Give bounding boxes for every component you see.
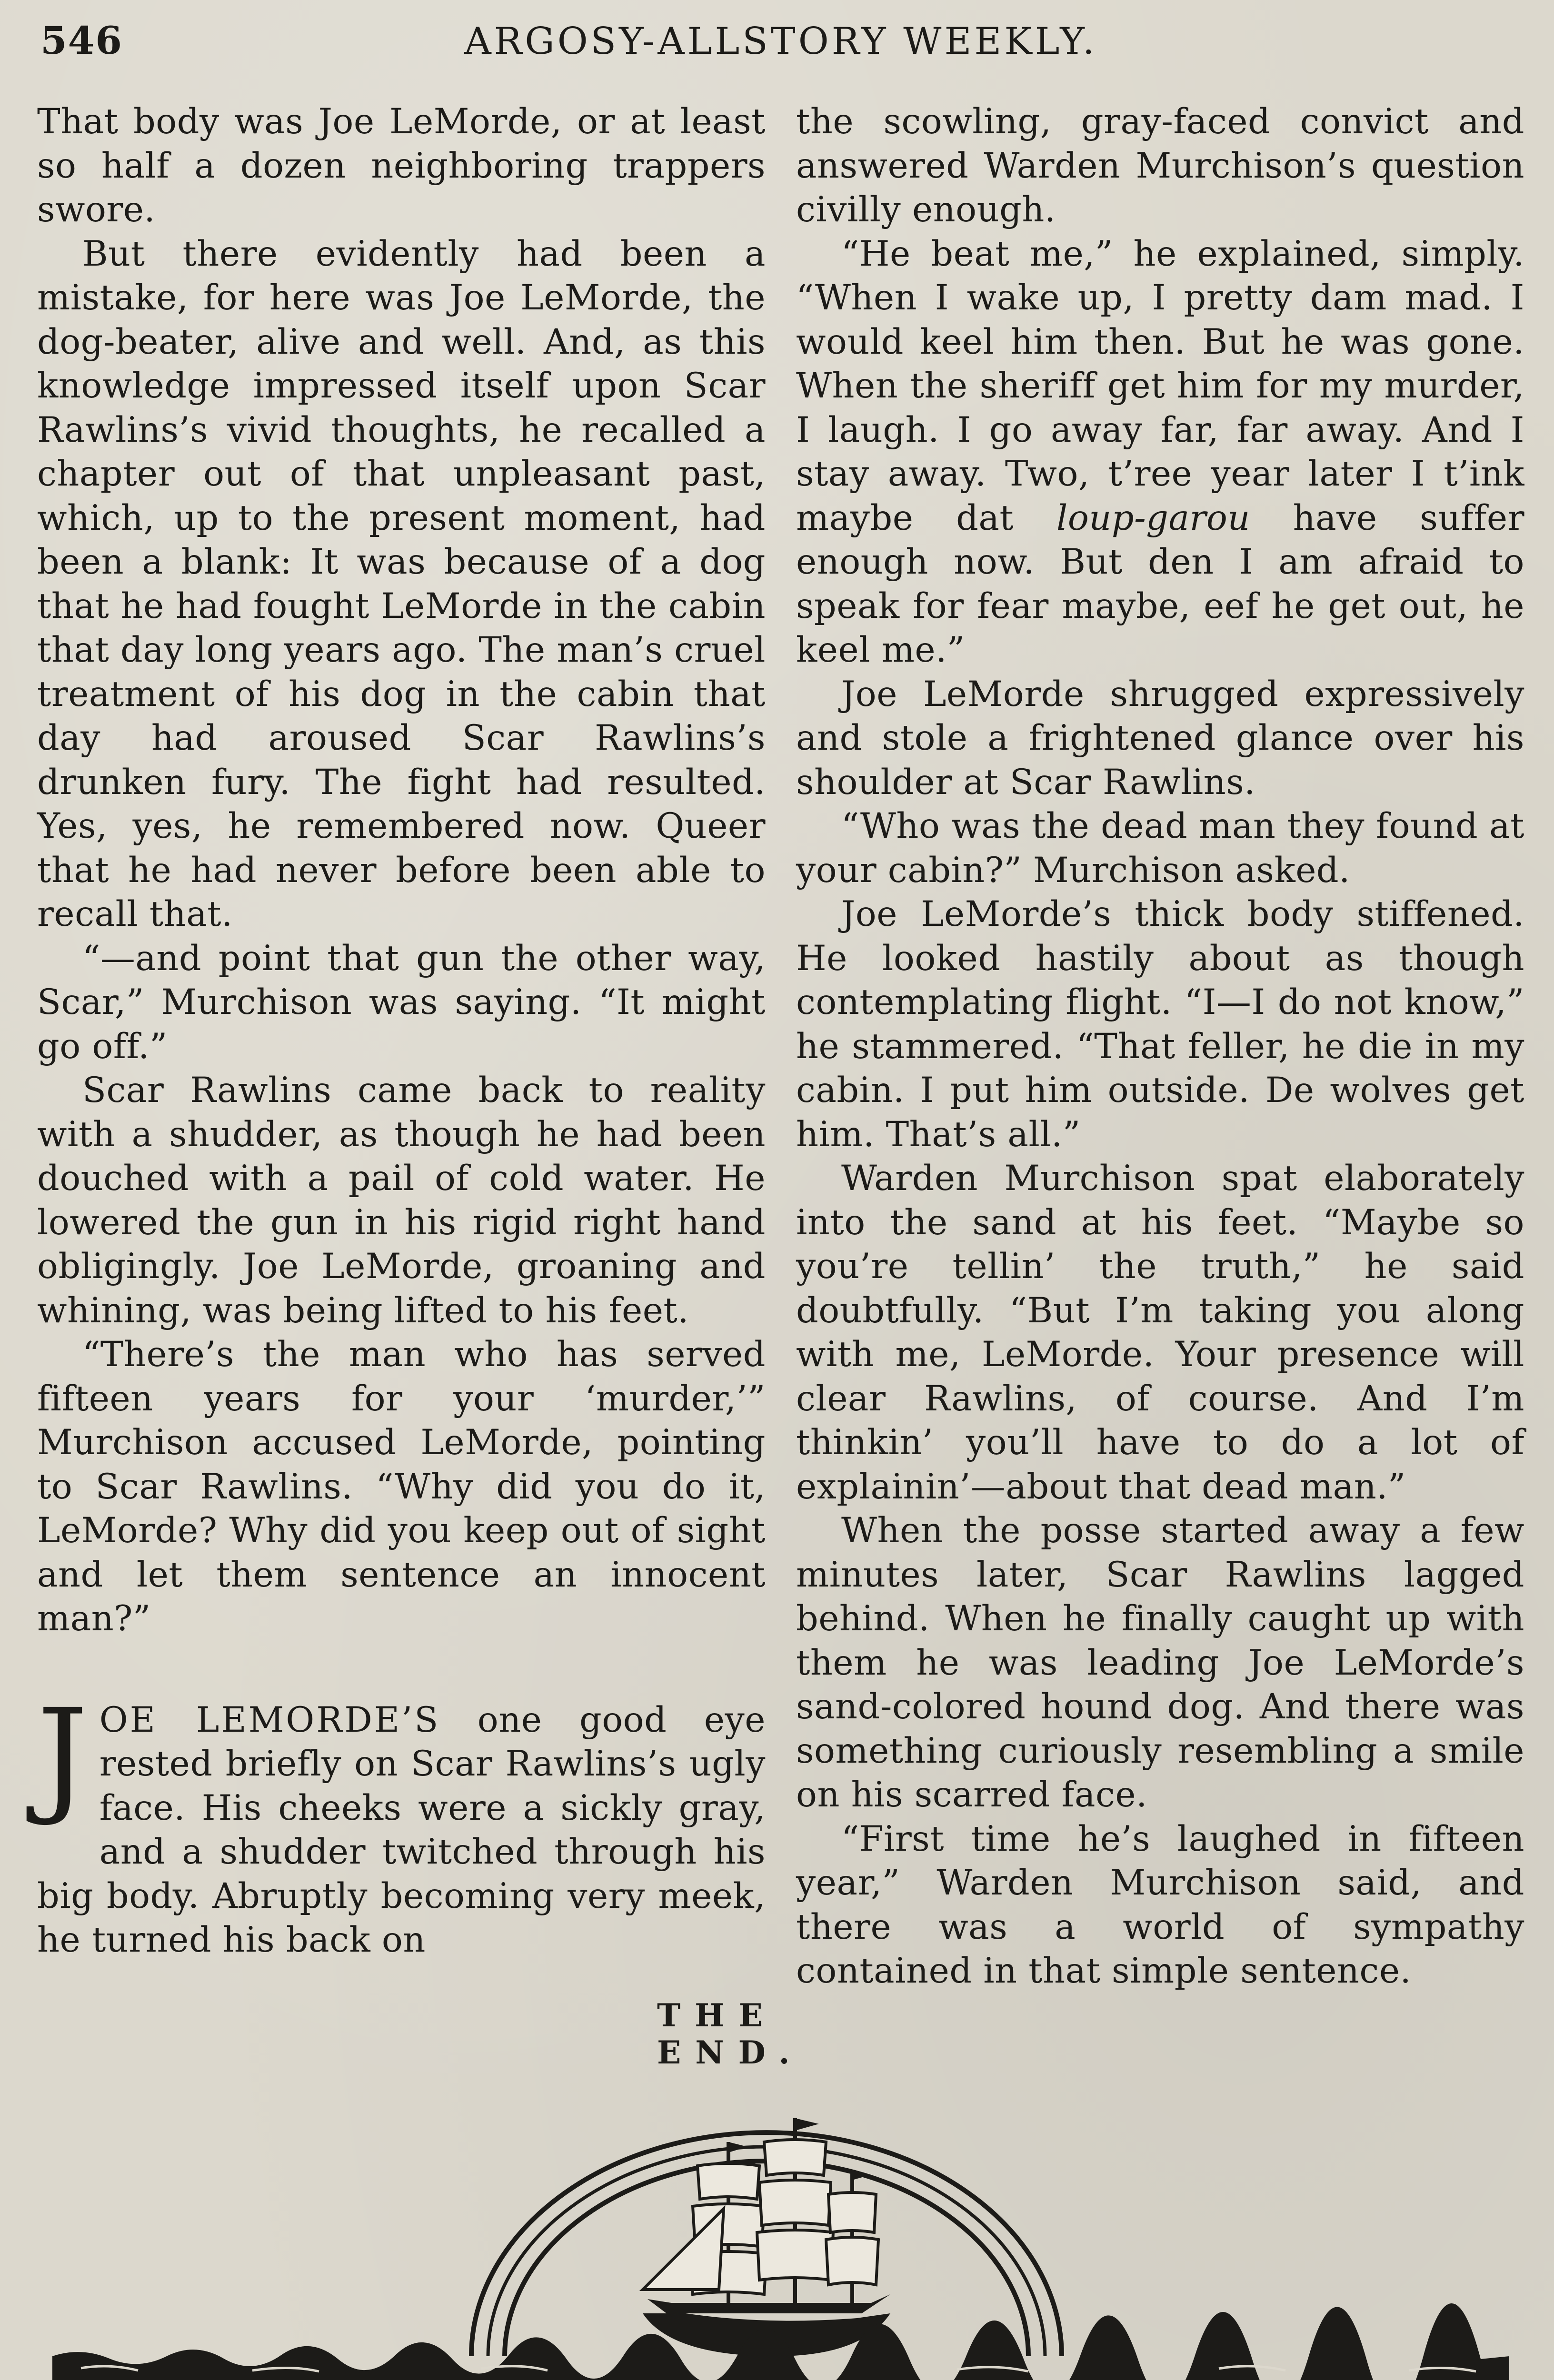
paragraph-text: have suffer enough now. But den I am afraid to speak for fear maybe, eef he get out, he keel me.” xyxy=(796,497,1524,670)
paragraph: Joe LeMorde shrugged expressively and stole a frightened glance over his shoulder at Scar Rawlins. xyxy=(796,674,1524,803)
the-end: THE END. xyxy=(657,1997,804,2071)
paragraph xyxy=(796,232,1524,673)
dropcap-paragraph xyxy=(37,1682,766,1963)
paragraph: That body was Joe LeMorde, or at least so half a dozen neighboring trappers swore. xyxy=(37,101,766,230)
paragraph-text: “He beat me,” he explained, simply. “When I wake up, I pretty dam mad. I would keel him then. But he was gone. When the sheriff get him for my murder, I laugh. I go away far, far away. And I stay away. Two, t’ree year later I t’ink maybe dat xyxy=(796,233,1524,538)
paragraph: But there evidently had been a mistake, for here was Joe LeMorde, the dog-beater, alive and well. And, as this knowledge impressed itself upon Scar Rawlins’s vivid thoughts, he recalled a chapter out of that unpleasant past, which, up to the present moment, had been a blank: It was because of a dog that he had fought LeMorde in the cabin that day long years ago. The man’s cruel treatment of his dog in the cabin that day had aroused Scar Rawlins’s drunken fury. The fight had resulted. Yes, yes, he remembered now. Queer that he had never before been able to recall that. xyxy=(37,233,766,934)
paragraph: “—and point that gun the other way, Scar,” Murchison was saying. “It might go off.” xyxy=(37,938,766,1067)
paragraph: Warden Murchison spat elaborately into the sand at his feet. “Maybe so you’re tellin’ the truth,” he said doubtfully. “But I’m taking you along with me, LeMorde. Your presence will clear Rawlins, of course. And I’m thinkin’ you’ll have to do a lot of explainin’—about that dead man.” xyxy=(796,1158,1524,1507)
paragraph: the scowling, gray-faced convict and answered Warden Murchison’s question civilly enough. xyxy=(796,101,1524,230)
ship-rainbow-ornament-icon xyxy=(52,2090,1509,2380)
paragraph: “Who was the dead man they found at your cabin?” Murchison asked. xyxy=(796,806,1524,891)
paragraph: “There’s the man who has served fifteen years for your ‘murder,’” Murchison accused LeMorde, pointing to Scar Rawlins. “Why did you do it, LeMorde? Why did you keep out of sight and let them sentence an innocent man?” xyxy=(37,1334,766,1639)
left-column xyxy=(37,100,766,2004)
page-header xyxy=(36,13,1526,70)
running-head: ARGOSY-ALLSTORY WEEKLY. xyxy=(464,20,1097,63)
section-break xyxy=(37,1641,766,1698)
drop-cap: J xyxy=(37,1682,88,1829)
paragraph: Scar Rawlins came back to reality with a shudder, as though he had been douched with a pail of cold water. He lowered the gun in his rigid right hand obligingly. Joe LeMorde, groaning and whining, was being lifted to his feet. xyxy=(37,1070,766,1331)
small-caps-lead: OE LEMORDE’S xyxy=(99,1699,440,1740)
paragraph: Joe LeMorde’s thick body stiffened. He looked hastily about as though contemplating flight. “I—I do not know,” he stammered. “That feller, he die in my cabin. I put him outside. De wolves get him. That’s all.” xyxy=(796,894,1524,1155)
paragraph: When the posse started away a few minutes later, Scar Rawlins lagged behind. When he finally caught up with them he was leading Joe LeMorde’s sand-colored hound dog. And there was something curiously resembling a smile on his scarred face. xyxy=(796,1510,1524,1815)
italic-term: loup-garou xyxy=(1056,497,1250,538)
paragraph: “First time he’s laughed in fifteen year,” Warden Murchison said, and there was a world of sympathy contained in that simple sentence. xyxy=(796,1818,1524,1991)
page-number: 546 xyxy=(40,18,123,63)
right-column xyxy=(796,100,1524,2004)
paragraph-text: one good eye rested briefly on Scar Rawlins’s ugly face. His cheeks were a sickly gray, and a shudder twitched through his big body. Abruptly becoming very meek, he turned his back on xyxy=(37,1699,766,1960)
